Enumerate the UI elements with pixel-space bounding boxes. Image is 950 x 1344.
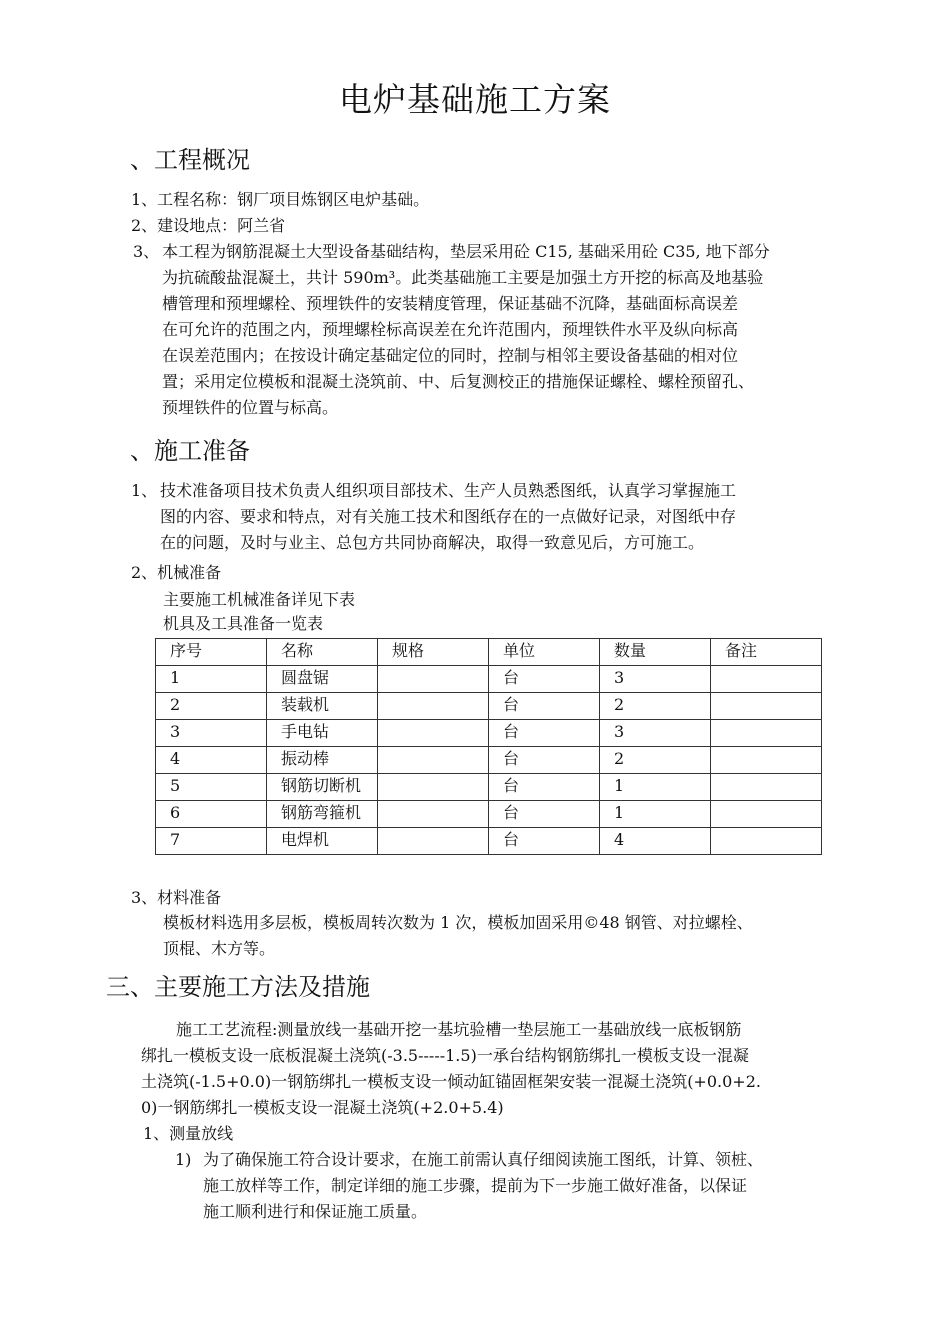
section1-item3-paragraph	[162, 239, 770, 421]
table-cell	[711, 801, 822, 828]
table-header-cell: 单位	[489, 639, 600, 666]
section1-item1: 1、工程名称：钢厂项目炼钢区电炉基础。	[131, 190, 430, 209]
paragraph-line: 为抗硫酸盐混凝土，共计 590m³。此类基础施工主要是加强土方开挖的标高及地基验	[162, 268, 764, 287]
section3-sub1: 1、测量放线	[143, 1124, 234, 1143]
table-header-cell: 规格	[378, 639, 489, 666]
table-cell	[378, 747, 489, 774]
table-cell: 6	[156, 801, 267, 828]
section2-item1-paragraph	[160, 478, 736, 556]
table-header-cell: 名称	[267, 639, 378, 666]
table-cell: 台	[489, 666, 600, 693]
materials-paragraph	[163, 910, 753, 962]
table-header-row	[156, 639, 822, 666]
section2-item1-number: 1、	[131, 481, 158, 500]
table-cell: 台	[489, 720, 600, 747]
table-cell	[711, 747, 822, 774]
table-cell	[378, 720, 489, 747]
paragraph-line: 在误差范围内；在按设计确定基础定位的同时，控制与相邻主要设备基础的相对位	[162, 346, 739, 365]
paragraph-line: 0)一钢筋绑扎一模板支设一混凝土浇筑(+2.0+5.4)	[141, 1098, 504, 1117]
table-cell	[711, 693, 822, 720]
table-cell: 3	[600, 720, 711, 747]
table-cell	[378, 801, 489, 828]
section3-heading: 三、主要施工方法及措施	[106, 973, 370, 1001]
section2-item2: 2、机械准备	[131, 563, 222, 582]
sub1-item-paragraph	[203, 1147, 763, 1225]
table-cell: 钢筋切断机	[267, 774, 378, 801]
table-header-cell: 备注	[711, 639, 822, 666]
paragraph-line: 在的问题，及时与业主、总包方共同协商解决，取得一致意见后，方可施工。	[160, 533, 705, 552]
table-cell: 台	[489, 747, 600, 774]
process-flow-paragraph	[141, 1017, 761, 1121]
table-cell: 2	[600, 747, 711, 774]
table-row	[156, 666, 822, 693]
section1-item3-number: 3、	[133, 242, 160, 261]
paragraph-line: 技术准备项目技术负责人组织项目部技术、生产人员熟悉图纸，认真学习掌握施工	[160, 481, 737, 500]
table-cell: 5	[156, 774, 267, 801]
table-cell: 台	[489, 774, 600, 801]
table-cell: 振动棒	[267, 747, 378, 774]
paragraph-line: 图的内容、要求和特点，对有关施工技术和图纸存在的一点做好记录，对图纸中存	[160, 507, 737, 526]
machinery-note: 主要施工机械准备详见下表	[163, 590, 356, 609]
section1-heading: 、工程概况	[130, 146, 250, 174]
table-cell	[711, 774, 822, 801]
table-cell	[378, 774, 489, 801]
section2-heading: 、施工准备	[130, 437, 250, 465]
table-cell	[378, 666, 489, 693]
table-row	[156, 828, 822, 855]
table-cell: 圆盘锯	[267, 666, 378, 693]
table-cell: 手电钻	[267, 720, 378, 747]
page-title: 电炉基础施工方案	[339, 80, 611, 119]
table-cell	[378, 828, 489, 855]
table-header-cell: 序号	[156, 639, 267, 666]
table-cell: 台	[489, 801, 600, 828]
table-cell: 台	[489, 828, 600, 855]
equipment-table	[155, 638, 822, 855]
paragraph-line: 本工程为钢筋混凝土大型设备基础结构，垫层采用砼 C15, 基础采用砼 C35, 地下部分	[162, 242, 770, 261]
table-cell: 3	[156, 720, 267, 747]
table-cell: 7	[156, 828, 267, 855]
sub1-item-number: 1)	[175, 1150, 192, 1169]
section2-item3: 3、材料准备	[131, 888, 222, 907]
table-cell: 3	[600, 666, 711, 693]
table-cell: 台	[489, 693, 600, 720]
table-cell	[711, 828, 822, 855]
paragraph-line: 槽管理和预埋螺栓、预埋铁件的安装精度管理，保证基础不沉降，基础面标高误差	[162, 294, 739, 313]
paragraph-line: 顶棍、木方等。	[163, 939, 276, 958]
paragraph-line: 绑扎一模板支设一底板混凝土浇筑(-3.5-----1.5)一承台结构钢筋绑扎一模板支设一混凝	[141, 1046, 749, 1065]
table-cell: 装载机	[267, 693, 378, 720]
table-cell: 1	[600, 774, 711, 801]
table-cell: 1	[156, 666, 267, 693]
table-cell: 2	[600, 693, 711, 720]
table-row	[156, 720, 822, 747]
paragraph-line: 在可允许的范围之内，预埋螺栓标高误差在允许范围内，预埋铁件水平及纵向标高	[162, 320, 739, 339]
table-cell	[711, 666, 822, 693]
paragraph-line: 施工工艺流程:测量放线一基础开挖一基坑验槽一垫层施工一基础放线一底板钢筋	[176, 1020, 742, 1039]
table-cell: 2	[156, 693, 267, 720]
table-row	[156, 774, 822, 801]
table-caption: 机具及工具准备一览表	[163, 614, 324, 633]
table-cell: 电焊机	[267, 828, 378, 855]
paragraph-line: 预埋铁件的位置与标高。	[162, 398, 339, 417]
table-cell: 4	[600, 828, 711, 855]
section1-item2: 2、建设地点：阿兰省	[131, 216, 286, 235]
table-row	[156, 747, 822, 774]
table-cell: 4	[156, 747, 267, 774]
paragraph-line: 为了确保施工符合设计要求，在施工前需认真仔细阅读施工图纸，计算、领桩、	[203, 1150, 764, 1169]
paragraph-line: 模板材料选用多层板，模板周转次数为 1 次，模板加固采用©48 钢管、对拉螺栓、	[163, 913, 753, 932]
paragraph-line: 置；采用定位模板和混凝土浇筑前、中、后复测校正的措施保证螺栓、螺栓预留孔、	[162, 372, 755, 391]
paragraph-line: 土浇筑(-1.5+0.0)一钢筋绑扎一模板支设一倾动缸锚固框架安装一混凝土浇筑(+0.0+2.	[141, 1072, 761, 1091]
table-cell	[378, 693, 489, 720]
table-cell: 钢筋弯箍机	[267, 801, 378, 828]
table-cell: 1	[600, 801, 711, 828]
paragraph-line: 施工放样等工作，制定详细的施工步骤，提前为下一步施工做好准备，以保证	[203, 1176, 748, 1195]
paragraph-line: 施工顺利进行和保证施工质量。	[203, 1202, 428, 1221]
table-row	[156, 693, 822, 720]
table-cell	[711, 720, 822, 747]
table-row	[156, 801, 822, 828]
table-header-cell: 数量	[600, 639, 711, 666]
